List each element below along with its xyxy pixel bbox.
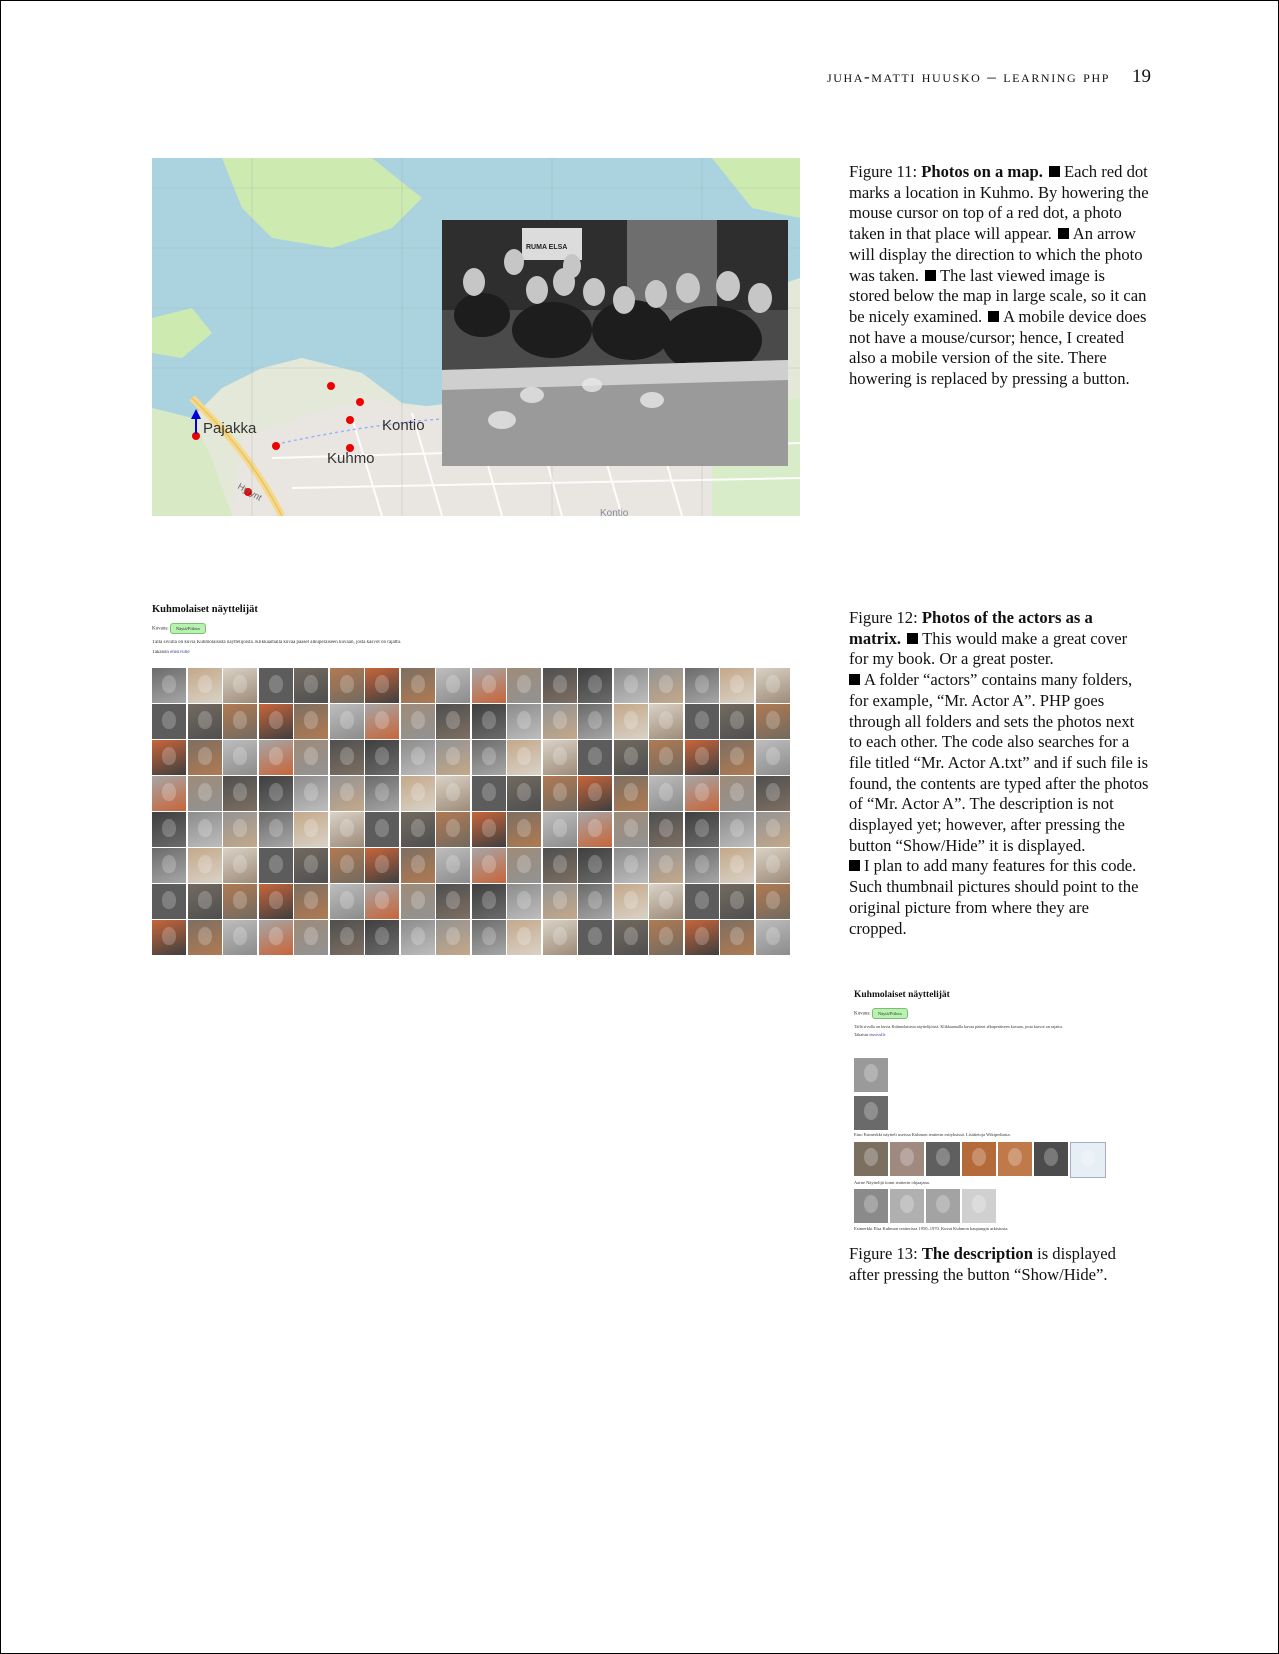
actor-thumbnail[interactable] [720,668,754,703]
actor-thumbnail[interactable] [614,740,648,775]
actor-thumbnail[interactable] [578,920,612,955]
mini-back-link[interactable]: etusivulle [170,650,190,655]
actor-thumbnail[interactable] [543,740,577,775]
description-figure [854,990,1154,1234]
actor-thumbnail[interactable] [188,920,222,955]
actor-thumbnail[interactable] [294,884,328,919]
actor-thumbnail[interactable] [152,740,186,775]
actor-thumbnail[interactable] [926,1142,960,1176]
actor-thumbnail[interactable] [720,848,754,883]
actor-thumbnail[interactable] [543,884,577,919]
actor-thumbnail[interactable] [507,812,541,847]
square-bullet-icon [925,270,936,281]
map-label-edge: Kontio [600,508,629,516]
show-hide-button[interactable]: Näytä/Piilota [872,1008,908,1019]
actor-thumbnail[interactable] [578,704,612,739]
actor-description: Aarne Näyttelijä toimi teatterin ohjaajana. [854,1180,930,1185]
actor-thumbnail[interactable] [188,884,222,919]
mini-back-link[interactable]: etusivulle [869,1032,886,1037]
actor-thumbnail[interactable] [259,920,293,955]
actor-photo-grid [152,668,790,955]
actor-thumbnail[interactable] [649,740,683,775]
actor-thumbnail[interactable] [365,812,399,847]
actor-thumbnail[interactable] [436,812,470,847]
actor-thumbnail[interactable] [578,668,612,703]
actor-thumbnail[interactable] [614,704,648,739]
actor-thumbnail[interactable] [756,848,790,883]
actor-description: Esimerkki Elsa Kuhmon teatterissa 1950–1970. Kuvat Kuhmon kaupungin arkistosta. [854,1226,1009,1231]
actor-thumbnail[interactable] [330,884,364,919]
actor-thumbnail[interactable] [507,920,541,955]
figure11-label: Figure 11: [849,162,918,181]
running-head-title: juha-matti huusko – learning php [826,67,1110,86]
actor-thumbnail[interactable] [401,884,435,919]
actor-thumbnail[interactable] [365,704,399,739]
map-figure[interactable] [152,158,800,516]
actor-thumbnail[interactable] [756,920,790,955]
mini-page-title: Kuhmolaiset näyttelijät [854,990,950,1000]
mini-link-prefix: Takaisin [854,1032,869,1037]
actor-thumbnail[interactable] [259,668,293,703]
mini-toggle-row [152,623,798,634]
actor-thumbnail[interactable] [294,848,328,883]
actor-thumbnail[interactable] [507,776,541,811]
actor-thumbnail[interactable] [330,740,364,775]
running-head [827,66,1151,88]
actor-thumbnail[interactable] [890,1142,924,1176]
actor-thumbnail[interactable] [472,668,506,703]
actor-thumbnail[interactable] [1070,1142,1106,1178]
actor-thumbnail[interactable] [152,884,186,919]
actor-thumbnail[interactable] [330,848,364,883]
actor-thumbnail[interactable] [259,776,293,811]
figure11-sentence-4: A mobile device does not have a mouse/cursor; hence, I created also a mobile version of the site. There howering is replaced by pressing a button. [849,306,1147,389]
actor-thumbnail[interactable] [152,848,186,883]
actor-thumbnail[interactable] [223,776,257,811]
show-hide-button[interactable]: Näytä/Piilota [170,623,206,634]
actor-thumbnail[interactable] [188,668,222,703]
mini-toggle-row [854,1008,1154,1019]
actor-thumbnail[interactable] [436,704,470,739]
actor-thumbnail[interactable] [401,668,435,703]
actor-thumbnail[interactable] [685,848,719,883]
actor-thumbnail[interactable] [962,1189,996,1223]
actor-thumbnail[interactable] [756,740,790,775]
figure12-caption [849,608,1149,939]
actor-thumbnail[interactable] [578,812,612,847]
location-dot [272,442,280,450]
actor-thumbnail[interactable] [614,668,648,703]
actor-thumbnail[interactable] [578,740,612,775]
square-bullet-icon [1049,166,1060,177]
actor-thumbnail[interactable] [401,776,435,811]
actor-thumbnail[interactable] [543,668,577,703]
actor-thumbnail[interactable] [756,668,790,703]
actor-thumbnail[interactable] [720,776,754,811]
actor-thumbnail[interactable] [365,740,399,775]
actor-thumbnail[interactable] [330,776,364,811]
actor-thumbnail[interactable] [152,668,186,703]
location-dot [346,416,354,424]
page-number: 19 [1132,66,1151,87]
actor-thumbnail[interactable] [294,776,328,811]
figure11-bold: Photos on a map. [921,162,1043,181]
actor-thumbnail[interactable] [685,740,719,775]
actor-thumbnail[interactable] [188,740,222,775]
actor-thumbnail[interactable] [223,704,257,739]
figure12-label: Figure 12: [849,608,918,627]
actor-thumbnail[interactable] [436,740,470,775]
actor-thumbnail[interactable] [649,848,683,883]
actor-thumbnail[interactable] [998,1142,1032,1176]
actor-thumbnail[interactable] [472,812,506,847]
actor-thumbnail[interactable] [472,920,506,955]
actor-thumbnail[interactable] [685,668,719,703]
actor-thumbnail[interactable] [854,1189,888,1223]
figure11-sentence-1: Each red dot marks a location in Kuhmo. By howering the mouse cursor on top of a red dot, a photo taken in that place will appear. [849,162,1149,244]
actor-thumbnail[interactable] [436,920,470,955]
actor-thumbnail[interactable] [507,848,541,883]
actor-thumbnail[interactable] [365,668,399,703]
actor-thumbnail[interactable] [720,920,754,955]
actor-thumbnail[interactable] [365,920,399,955]
actor-thumbnail[interactable] [649,884,683,919]
actor-thumbnail[interactable] [649,920,683,955]
actor-thumbnail[interactable] [649,776,683,811]
actor-description: Eino Esimerkki näytteli useissa Kuhmon teatterin esityksissä. Lisätietoja Wikipediasta. [854,1132,1011,1137]
figure13-bold: The description [921,1244,1033,1263]
actor-thumbnail[interactable] [578,776,612,811]
actor-thumbnail[interactable] [188,812,222,847]
actor-thumbnail[interactable] [507,668,541,703]
figure11-sentence-2: An arrow will display the direction to which the photo was taken. [849,224,1143,285]
figure11-sentence-3: The last viewed image is stored below the map in large scale, so it can be nicely examined. [849,265,1147,326]
actor-thumbnail[interactable] [614,884,648,919]
location-dot [356,398,364,406]
actor-thumbnail[interactable] [756,704,790,739]
actor-thumbnail[interactable] [472,740,506,775]
map-label-street: Hyrynt [236,481,264,503]
map-label-kontio: Kontio [382,417,425,434]
actor-thumbnail[interactable] [330,668,364,703]
actor-thumbnail[interactable] [507,884,541,919]
figure12-bold: Photos of the actors as a matrix. [849,608,1093,648]
mini-page-title: Kuhmolaiset näyttelijät [152,604,258,615]
figure12-sentence-1: This would make a great cover for my book. Or a great poster. [849,628,1128,669]
actor-thumbnail[interactable] [436,668,470,703]
actor-thumbnail[interactable] [401,740,435,775]
actor-thumbnail[interactable] [294,704,328,739]
figure13-caption [849,1244,1149,1285]
actor-thumbnail[interactable] [330,920,364,955]
mini-link-row [854,1032,1154,1037]
actor-thumbnail[interactable] [507,704,541,739]
actor-thumbnail[interactable] [401,704,435,739]
actor-thumbnail[interactable] [720,740,754,775]
actor-thumbnail[interactable] [188,704,222,739]
actor-thumbnail[interactable] [720,884,754,919]
square-bullet-icon [849,860,860,871]
actor-thumbnail[interactable] [188,776,222,811]
actor-thumbnail[interactable] [401,812,435,847]
actor-thumbnail[interactable] [720,704,754,739]
actor-thumbnail[interactable] [152,920,186,955]
mini-label: Kuvaus: [152,626,169,632]
figure12-sentence-3: I plan to add many features for this code. Such thumbnail pictures should point to the original picture from where they are cropped. [849,856,1139,938]
actor-thumbnail[interactable] [259,884,293,919]
actor-thumbnail[interactable] [152,812,186,847]
map-label-kuhmo: Kuhmo [327,450,375,467]
actor-thumbnail[interactable] [330,704,364,739]
actor-thumbnail[interactable] [259,704,293,739]
actor-thumbnail[interactable] [756,776,790,811]
actor-thumbnail[interactable] [756,812,790,847]
mini-link-row [152,650,798,655]
figure13-label: Figure 13: [849,1244,918,1263]
map-label-pajakka: Pajakka [203,420,257,437]
thumb-group-1 [854,1058,888,1130]
actor-thumbnail[interactable] [472,776,506,811]
actor-thumbnail[interactable] [685,884,719,919]
actor-thumbnail[interactable] [152,776,186,811]
actor-thumbnail[interactable] [854,1058,888,1092]
actor-thumbnail[interactable] [1034,1142,1068,1176]
actor-thumbnail[interactable] [962,1142,996,1176]
actor-thumbnail[interactable] [259,740,293,775]
actor-thumbnail[interactable] [685,812,719,847]
actor-thumbnail[interactable] [330,812,364,847]
actor-thumbnail[interactable] [294,740,328,775]
location-dot [327,382,335,390]
group-photo-image [442,220,788,466]
actor-thumbnail[interactable] [649,704,683,739]
photo-sign: RUMA ELSA [526,244,568,251]
actor-thumbnail[interactable] [472,848,506,883]
actor-thumbnail[interactable] [854,1096,888,1130]
actor-thumbnail[interactable] [223,812,257,847]
actor-thumbnail[interactable] [649,668,683,703]
actor-thumbnail[interactable] [223,848,257,883]
mini-label: Kuvaus: [854,1011,871,1017]
actor-thumbnail[interactable] [507,740,541,775]
actor-thumbnail[interactable] [756,884,790,919]
thumb-group-2 [854,1142,1106,1178]
actor-thumbnail[interactable] [614,776,648,811]
actor-thumbnail[interactable] [365,884,399,919]
actor-thumbnail[interactable] [685,920,719,955]
actor-thumbnail[interactable] [294,812,328,847]
actor-thumbnail[interactable] [543,920,577,955]
actor-thumbnail[interactable] [223,920,257,955]
actor-thumbnail[interactable] [614,848,648,883]
actor-thumbnail[interactable] [294,668,328,703]
actor-thumbnail[interactable] [472,884,506,919]
actor-thumbnail[interactable] [436,776,470,811]
actor-thumbnail[interactable] [543,776,577,811]
figure13-rest: is displayed after pressing the button “Show/Hide”. [849,1244,1116,1284]
actor-thumbnail[interactable] [223,668,257,703]
actor-thumbnail[interactable] [890,1189,924,1223]
actor-thumbnail[interactable] [614,812,648,847]
actor-thumbnail[interactable] [926,1189,960,1223]
actor-thumbnail[interactable] [259,812,293,847]
actor-thumbnail[interactable] [188,848,222,883]
actor-thumbnail[interactable] [685,704,719,739]
actor-thumbnail[interactable] [152,704,186,739]
square-bullet-icon [907,633,918,644]
actor-thumbnail[interactable] [720,812,754,847]
actor-thumbnail[interactable] [294,920,328,955]
actor-thumbnail[interactable] [223,740,257,775]
actor-thumbnail[interactable] [365,776,399,811]
actor-thumbnail[interactable] [543,812,577,847]
actor-thumbnail[interactable] [259,848,293,883]
actor-thumbnail[interactable] [401,920,435,955]
actor-thumbnail[interactable] [401,848,435,883]
actor-thumbnail[interactable] [223,884,257,919]
actor-thumbnail[interactable] [685,776,719,811]
square-bullet-icon [1058,228,1069,239]
actor-thumbnail[interactable] [472,704,506,739]
figure12-sentence-2: A folder “actors” contains many folders, for example, “Mr. Actor A”. PHP goes through all folders and sets the photos next to each other. The code also searches for a file titled “Mr. Actor A.txt” and if such file is found, the contents are typed after the photos of “Mr. Actor A”. The description is not displayed yet; however, after pressing the button “Show/Hide” it is displayed. [849,670,1149,855]
actor-thumbnail[interactable] [614,920,648,955]
mini-link-prefix: Takaisin [152,650,169,655]
actor-thumbnail[interactable] [854,1142,888,1176]
figure11-caption [849,162,1149,390]
actor-thumbnail[interactable] [578,884,612,919]
actor-thumbnail[interactable] [436,848,470,883]
actor-thumbnail[interactable] [543,848,577,883]
actor-thumbnail[interactable] [543,704,577,739]
square-bullet-icon [849,674,860,685]
actor-thumbnail[interactable] [578,848,612,883]
mini-intro: Tällä sivulla on kuvia Kuhmolaisista näyttelijöistä. Klikkaamalla kuvaa pääset alkuperäiseen kuvaan, josta kasvot on rajattu. [854,1024,1063,1029]
actor-thumbnail[interactable] [436,884,470,919]
hover-photo [442,220,788,466]
square-bullet-icon [988,311,999,322]
mini-intro: Tällä sivulla on kuvia Kuhmolaisista näyttelijöistä. Klikkaamalla kuvaa pääset alkuperäiseen kuvaan, josta kasvot on rajattu. [152,640,402,645]
actor-thumbnail[interactable] [365,848,399,883]
actors-matrix-figure [152,604,798,966]
thumb-group-3 [854,1189,996,1223]
actor-thumbnail[interactable] [649,812,683,847]
